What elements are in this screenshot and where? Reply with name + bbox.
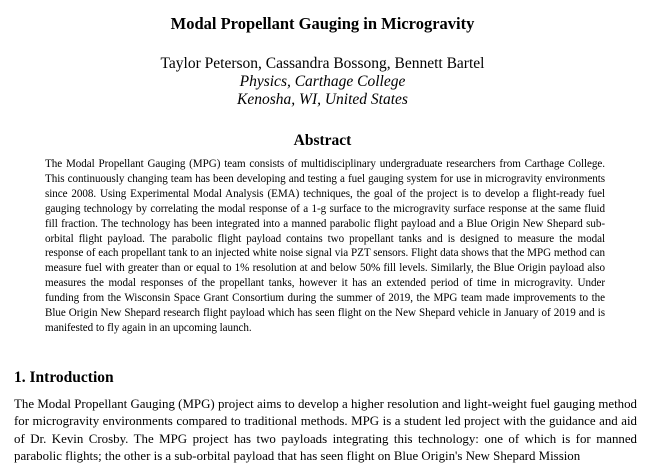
paper-title: Modal Propellant Gauging in Microgravity <box>170 14 475 33</box>
affiliation-location: Kenosha, WI, United States <box>237 91 408 108</box>
abstract-text: The Modal Propellant Gauging (MPG) team consists of multidisciplinary undergraduate researchers from Carthage College. This continuously changing team has been developing and testing a fuel gauging system for use in microgravity environments since 2008. Using Experimental Modal Analysis (EMA) techniques, the goal of the project is to develop a flight-ready fuel gauging technology by correlating the modal response of a 1-g surface to the microgravity surface response at the same fluid fill fraction. The technology has been integrated into a manned parabolic flight payload and a Blue Origin New Shepard sub-orbital flight payload. The parabolic flight payload contains two propellant tanks and is designed to measure the modal response of each propellant tank to an injected white noise signal via PZT sensors. Flight data shows that the MPG method can measure fuel with greater than or equal to 1% resolution at and below 50% fill levels. Similarly, the Blue Origin payload also measures the modal responses of the propellant tanks, however it has an extended period of time in microgravity. Under funding from the Wisconsin Space Grant Consortium during the summer of 2019, the MPG team made improvements to the Blue Origin New Shepard research flight payload which has seen flight on the New Shepard vehicle in January of 2019 and is manifested to fly again in an upcoming launch. <box>45 158 605 334</box>
abstract-heading: Abstract <box>293 132 352 149</box>
author-list: Taylor Peterson, Cassandra Bossong, Bennett Bartel <box>160 55 485 72</box>
section-heading-introduction: 1. Introduction <box>14 369 114 386</box>
introduction-text: The Modal Propellant Gauging (MPG) project aims to develop a higher resolution and light-weight fuel gauging method for microgravity environments compared to traditional methods. MPG is a student led project with the guidance and aid of Dr. Kevin Crosby. The MPG project has two payloads integrating this technology: one of which is for manned parabolic flights; the other is a sub-orbital payload that has seen flight on Blue Origin's New Shepard Mission <box>14 397 637 463</box>
affiliation-department: Physics, Carthage College <box>239 73 406 90</box>
